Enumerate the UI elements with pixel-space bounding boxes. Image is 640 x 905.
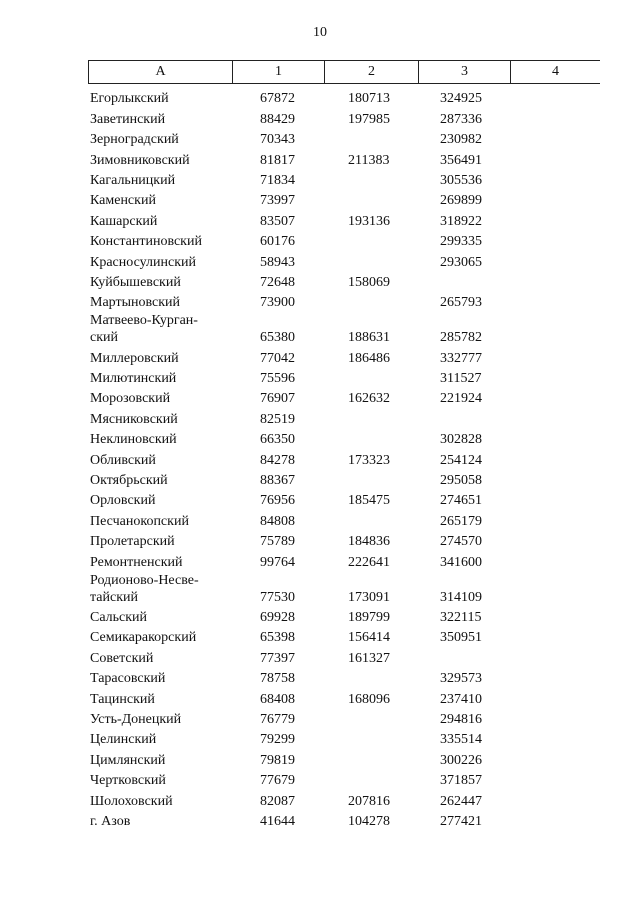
district-name-cell [88,772,232,789]
table-row [88,209,600,229]
table-row [88,606,600,626]
table-row [88,728,600,748]
table-row [88,311,600,346]
value-cell-c1: 77530 [260,589,295,605]
table-row [88,250,600,270]
table-row [88,407,600,427]
table-row [88,769,600,789]
district-name-cell [88,192,232,209]
value-cell-c2: 222641 [348,554,390,570]
value-cell-c1: 76907 [260,391,295,407]
value-cell-c3: 221924 [440,391,482,407]
value-cell-c1: 73900 [260,295,295,311]
district-name-cell [88,431,232,448]
table-body [88,87,600,830]
value-cell-c3: 262447 [440,793,482,809]
district-name-cell [88,752,232,769]
value-cell-c3: 314109 [440,589,482,605]
table-row [88,367,600,387]
value-cell-c3: 265793 [440,295,482,311]
value-cell-c1: 81817 [260,152,295,168]
table-row [88,748,600,768]
table-row [88,189,600,209]
value-cell-c1: 71834 [260,172,295,188]
district-name-line: Октябрьский [90,473,168,489]
value-cell-c3: 341600 [440,554,482,570]
district-name-line: Неклиновский [90,432,177,448]
value-cell-c2: 180713 [348,91,390,107]
value-cell-c1: 72648 [260,274,295,290]
table-row [88,469,600,489]
district-name-cell [88,312,232,346]
value-cell-c3: 293065 [440,254,482,270]
value-cell-c2: 197985 [348,111,390,127]
district-name-line: Родионово-Несве- [90,572,199,588]
data-table [88,60,600,830]
table-row [88,291,600,311]
value-cell-c3: 287336 [440,111,482,127]
table-row [88,530,600,550]
district-name-cell [88,650,232,667]
value-cell-c1: 69928 [260,609,295,625]
value-cell-c2: 104278 [348,813,390,829]
district-name-cell [88,492,232,509]
value-cell-c1: 99764 [260,554,295,570]
district-name-cell [88,274,232,291]
district-name-line: Шолоховский [90,793,173,809]
value-cell-c1: 75789 [260,534,295,550]
table-row [88,428,600,448]
district-name-cell [88,294,232,311]
table-row [88,667,600,687]
value-cell-c3: 274651 [440,493,482,509]
value-cell-c3: 311527 [440,371,482,387]
table-row [88,810,600,830]
table-row [88,148,600,168]
value-cell-c3: 356491 [440,152,482,168]
district-name-line: Чертковский [90,773,166,789]
district-name-cell [88,233,232,250]
value-cell-c3: 277421 [440,813,482,829]
value-cell-c2: 189799 [348,609,390,625]
district-name-line: Куйбышевский [90,274,181,290]
value-cell-c3: 274570 [440,534,482,550]
value-cell-c1: 78758 [260,671,295,687]
table-header [88,60,600,84]
district-name-cell [88,731,232,748]
district-name-cell [88,813,232,830]
district-name-cell [88,111,232,128]
table-row [88,489,600,509]
value-cell-c3: 322115 [440,609,482,625]
district-name-line: Каменский [90,193,156,209]
header-cell-1: 1 [232,61,324,83]
district-name-cell [88,254,232,271]
district-name-line: Кагальницкий [90,172,176,188]
value-cell-c1: 82519 [260,411,295,427]
district-name-cell [88,452,232,469]
value-cell-c3: 350951 [440,630,482,646]
value-cell-c3: 318922 [440,213,482,229]
value-cell-c3: 324925 [440,91,482,107]
value-cell-c1: 76956 [260,493,295,509]
district-name-line: Мартыновский [90,295,181,311]
value-cell-c1: 88367 [260,473,295,489]
table-row [88,87,600,107]
value-cell-c2: 185475 [348,493,390,509]
value-cell-c1: 88429 [260,111,295,127]
value-cell-c2: 173091 [348,589,390,605]
value-cell-c1: 77679 [260,773,295,789]
district-name-cell [88,213,232,230]
district-name-line: Тацинский [90,691,155,707]
value-cell-c2: 161327 [348,650,390,666]
header-cell-2: 2 [324,61,418,83]
value-cell-c1: 76779 [260,711,295,727]
value-cell-c2: 207816 [348,793,390,809]
value-cell-c1: 68408 [260,691,295,707]
district-name-line: Тарасовский [90,671,166,687]
district-name-line: Кашарский [90,213,158,229]
district-name-cell [88,533,232,550]
value-cell-c1: 84278 [260,452,295,468]
value-cell-c1: 79299 [260,732,295,748]
value-cell-c1: 79819 [260,752,295,768]
district-name-line: Константиновский [90,234,202,250]
district-name-cell [88,90,232,107]
district-name-line: Целинский [90,732,157,748]
district-name-cell [88,131,232,148]
district-name-line: ский [90,330,118,346]
district-name-cell [88,609,232,626]
table-row [88,708,600,728]
table-row [88,687,600,707]
district-name-line: Обливский [90,452,156,468]
district-name-line: Мясниковский [90,411,178,427]
value-cell-c1: 83507 [260,213,295,229]
value-cell-c1: 77042 [260,350,295,366]
value-cell-c1: 60176 [260,234,295,250]
district-name-cell [88,793,232,810]
value-cell-c1: 75596 [260,371,295,387]
value-cell-c2: 158069 [348,274,390,290]
page-number: 10 [313,25,327,40]
value-cell-c1: 77397 [260,650,295,666]
district-name-line: Орловский [90,493,156,509]
district-name-line: Цимлянский [90,752,166,768]
district-name-cell [88,472,232,489]
header-cell-4: 4 [510,61,600,83]
value-cell-c3: 237410 [440,691,482,707]
value-cell-c1: 66350 [260,432,295,448]
value-cell-c2: 184836 [348,534,390,550]
value-cell-c3: 305536 [440,172,482,188]
value-cell-c3: 254124 [440,452,482,468]
value-cell-c1: 73997 [260,193,295,209]
district-name-cell [88,370,232,387]
table-row [88,271,600,291]
value-cell-c3: 335514 [440,732,482,748]
district-name-line: Матвеево-Курган- [90,313,198,329]
value-cell-c2: 162632 [348,391,390,407]
value-cell-c3: 269899 [440,193,482,209]
table-row [88,789,600,809]
value-cell-c1: 58943 [260,254,295,270]
district-name-line: Миллеровский [90,350,179,366]
table-row [88,346,600,366]
value-cell-c3: 300226 [440,752,482,768]
value-cell-c2: 188631 [348,330,390,346]
district-name-cell [88,554,232,571]
district-name-line: Морозовский [90,391,171,407]
value-cell-c1: 65380 [260,330,295,346]
district-name-cell [88,390,232,407]
table-row [88,387,600,407]
district-name-cell [88,513,232,530]
district-name-line: Ремонтненский [90,554,183,570]
value-cell-c2: 186486 [348,350,390,366]
value-cell-c3: 332777 [440,350,482,366]
table-row [88,448,600,468]
value-cell-c3: 294816 [440,711,482,727]
value-cell-c2: 173323 [348,452,390,468]
table-row [88,230,600,250]
value-cell-c1: 84808 [260,513,295,529]
district-name-line: Зерноградский [90,132,179,148]
header-cell-a: A [88,61,232,83]
value-cell-c1: 65398 [260,630,295,646]
table-row [88,571,600,606]
value-cell-c3: 295058 [440,473,482,489]
header-cell-3: 3 [418,61,510,83]
table-row [88,550,600,570]
district-name-line: Красносулинский [90,254,196,270]
district-name-line: Зимовниковский [90,152,190,168]
value-cell-c3: 299335 [440,234,482,250]
value-cell-c1: 41644 [260,813,295,829]
district-name-line: Милютинский [90,371,177,387]
district-name-line: Сальский [90,609,148,625]
value-cell-c3: 371857 [440,773,482,789]
value-cell-c3: 230982 [440,132,482,148]
district-name-cell [88,691,232,708]
value-cell-c3: 329573 [440,671,482,687]
value-cell-c2: 156414 [348,630,390,646]
district-name-cell [88,350,232,367]
table-row [88,107,600,127]
district-name-cell [88,152,232,169]
district-name-line: Советский [90,650,154,666]
value-cell-c1: 70343 [260,132,295,148]
district-name-cell [88,670,232,687]
district-name-line: Пролетарский [90,534,175,550]
table-row [88,646,600,666]
district-name-line: Усть-Донецкий [90,711,182,727]
table-row [88,509,600,529]
district-name-line: тайский [90,589,138,605]
value-cell-c1: 67872 [260,91,295,107]
value-cell-c3: 285782 [440,330,482,346]
value-cell-c3: 302828 [440,432,482,448]
district-name-line: Песчанокопский [90,513,189,529]
district-name-cell [88,572,232,606]
district-name-line: Егорлыкский [90,91,169,107]
district-name-cell [88,711,232,728]
value-cell-c2: 211383 [348,152,390,168]
district-name-line: Семикаракорский [90,630,197,646]
value-cell-c1: 82087 [260,793,295,809]
value-cell-c2: 193136 [348,213,390,229]
table-row [88,626,600,646]
district-name-cell [88,172,232,189]
district-name-cell [88,411,232,428]
value-cell-c2: 168096 [348,691,390,707]
table-row [88,128,600,148]
district-name-cell [88,629,232,646]
value-cell-c3: 265179 [440,513,482,529]
district-name-line: г. Азов [90,813,131,829]
district-name-line: Заветинский [90,111,166,127]
table-row [88,169,600,189]
